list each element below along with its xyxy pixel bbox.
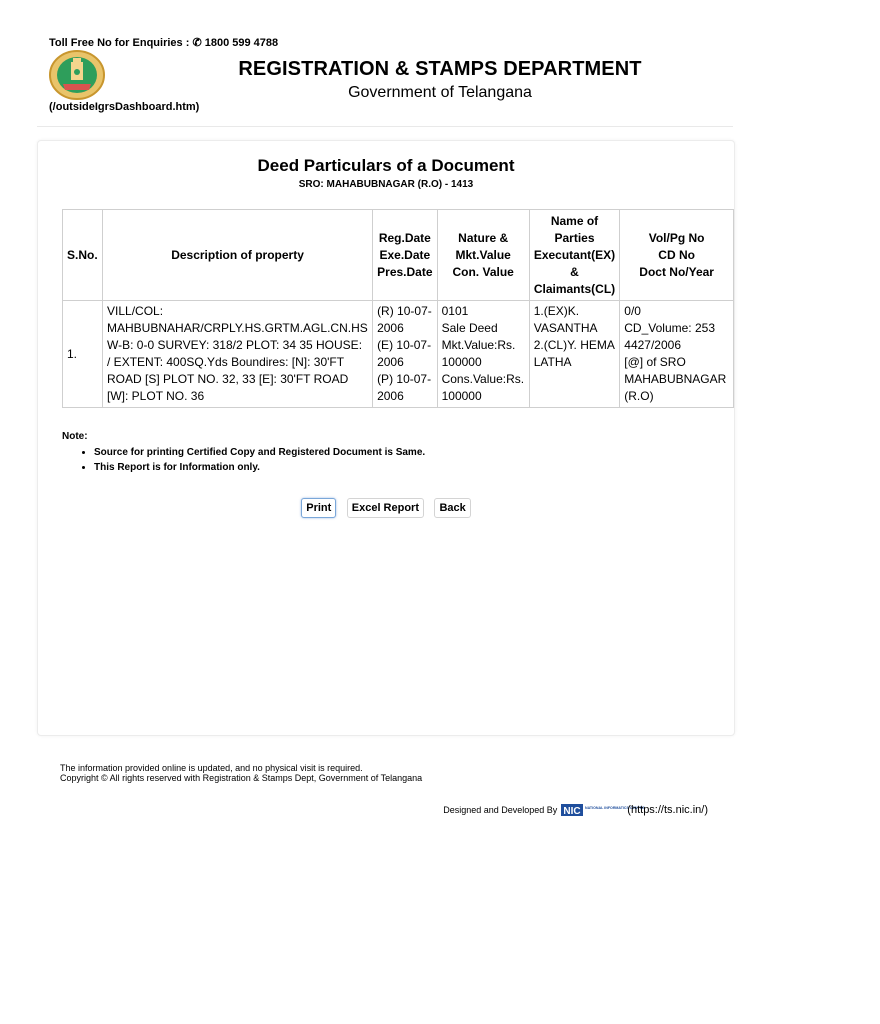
nic-url-link[interactable]: (https://ts.nic.in/) <box>627 804 708 816</box>
sro-subtitle: SRO: MAHABUBNAGAR (R.O) - 1413 <box>298 179 474 190</box>
excel-report-button[interactable]: Excel Report <box>347 498 424 518</box>
page-title: Deed Particulars of a Document <box>257 156 515 175</box>
print-button[interactable]: Print <box>301 498 336 518</box>
svg-text:NIC: NIC <box>563 806 581 817</box>
header-dates: Reg.Date Exe.Date Pres.Date <box>373 210 438 301</box>
header-nature: Nature & Mkt.Value Con. Value <box>437 210 529 301</box>
header-parties: Name of Parties Executant(EX) & Claimants(CL) <box>529 210 620 301</box>
deed-card <box>37 140 735 736</box>
header-divider <box>37 126 733 127</box>
toll-free-info <box>49 36 278 49</box>
cell-dates: (R) 10-07-2006 (E) 10-07-2006 (P) 10-07-2006 <box>373 301 438 408</box>
table-header-row <box>63 210 734 301</box>
note-item: • Source for printing Certified Copy and Registered Document is Same. <box>94 445 425 460</box>
government-subtitle: Government of Telangana <box>348 84 532 101</box>
svg-text:NATIONAL INFORMATICS CENTRE: NATIONAL INFORMATICS CENTRE <box>585 806 645 810</box>
deed-table <box>62 209 734 408</box>
designed-by <box>443 804 708 816</box>
toll-free-label: Toll Free No for Enquiries : <box>49 37 190 49</box>
back-button[interactable]: Back <box>434 498 470 518</box>
department-title: REGISTRATION & STAMPS DEPARTMENT <box>238 58 642 80</box>
note-label: Note: <box>62 431 88 442</box>
header-description: Description of property <box>103 210 373 301</box>
note-list <box>62 445 425 475</box>
footer-copyright: Copyright © All rights reserved with Registration & Stamps Dept, Government of Telangana <box>60 773 423 783</box>
dashboard-link[interactable]: (/outsideIgrsDashboard.htm) <box>49 101 200 113</box>
cell-description: VILL/COL: MAHBUBNAHAR/CRPLY.HS.GRTM.AGL.CN.HS W-B: 0-0 SURVEY: 318/2 PLOT: 34 35 HOUSE: / EXTENT: 400SQ.Yds Boundires: [N]: 30'FT ROAD [S] PLOT NO. 32, 33 [E]: 30'FT ROAD [W]: PLOT NO. 36 <box>103 301 373 408</box>
cell-sno: 1. <box>63 301 103 408</box>
toll-free-number: 1800 599 4788 <box>204 37 279 49</box>
phone-icon: ✆ <box>192 37 202 49</box>
header-sno: S.No. <box>63 210 103 301</box>
nic-logo-icon[interactable] <box>561 804 645 817</box>
table-row <box>63 301 734 408</box>
cell-volume: 0/0 CD_Volume: 253 4427/2006 [@] of SRO MAHABUBNAGAR (R.O) <box>620 301 734 408</box>
action-buttons <box>38 498 734 518</box>
note-item: • This Report is for Information only. <box>94 460 425 475</box>
cell-nature: 0101 Sale Deed Mkt.Value:Rs. 100000 Cons.Value:Rs. 100000 <box>437 301 529 408</box>
footer-info: The information provided online is updated, and no physical visit is required. <box>60 763 363 773</box>
cell-parties: 1.(EX)K. VASANTHA 2.(CL)Y. HEMA LATHA <box>529 301 620 408</box>
designed-by-label: Designed and Developed By <box>443 805 558 815</box>
header-volume: Vol/Pg No CD No Doct No/Year <box>620 210 734 301</box>
